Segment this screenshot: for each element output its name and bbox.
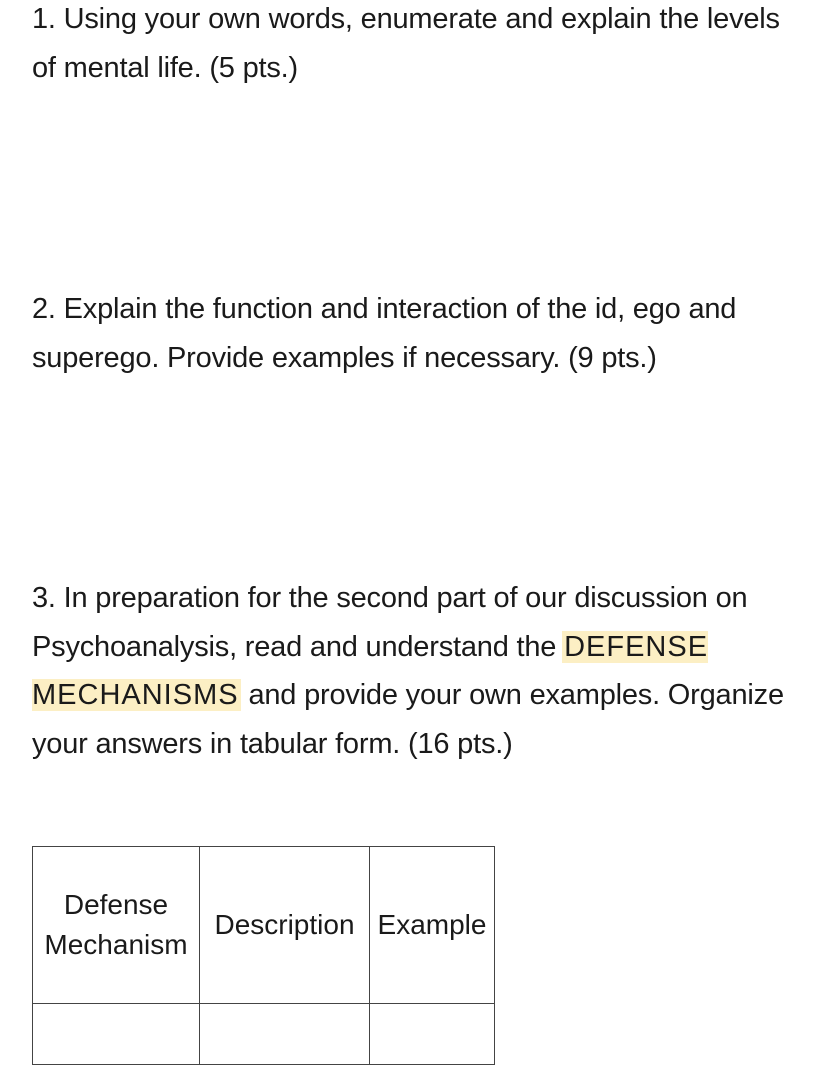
header-defense-mechanism: Defense Mechanism	[33, 847, 200, 1004]
question-1-text: 1. Using your own words, enumerate and explain the levels of mental life. (5 pts.)	[32, 3, 780, 84]
question-3	[32, 574, 802, 768]
table-header-row	[33, 847, 495, 1004]
question-1	[32, 0, 802, 92]
question-3-text-after: and provide your own examples. Organize your answers in tabular form. (16 pts.)	[32, 679, 784, 760]
question-2-text: 2. Explain the function and interaction of the id, ego and superego. Provide examples if necessary. (9 pts.)	[32, 293, 737, 374]
table-cell	[200, 1004, 370, 1065]
answer-table-container	[32, 846, 495, 1065]
table-cell	[370, 1004, 495, 1065]
header-description: Description	[200, 847, 370, 1004]
defense-mechanism-table	[32, 846, 495, 1065]
table-row	[33, 1004, 495, 1065]
header-example: Example	[370, 847, 495, 1004]
question-2	[32, 285, 802, 382]
question-3-text-before: 3. In preparation for the second part of our discussion on Psychoanalysis, read and understand the	[32, 582, 748, 663]
table-cell	[33, 1004, 200, 1065]
defense-mechanisms-highlight: DEFENSE MECHANISMS	[32, 630, 709, 711]
